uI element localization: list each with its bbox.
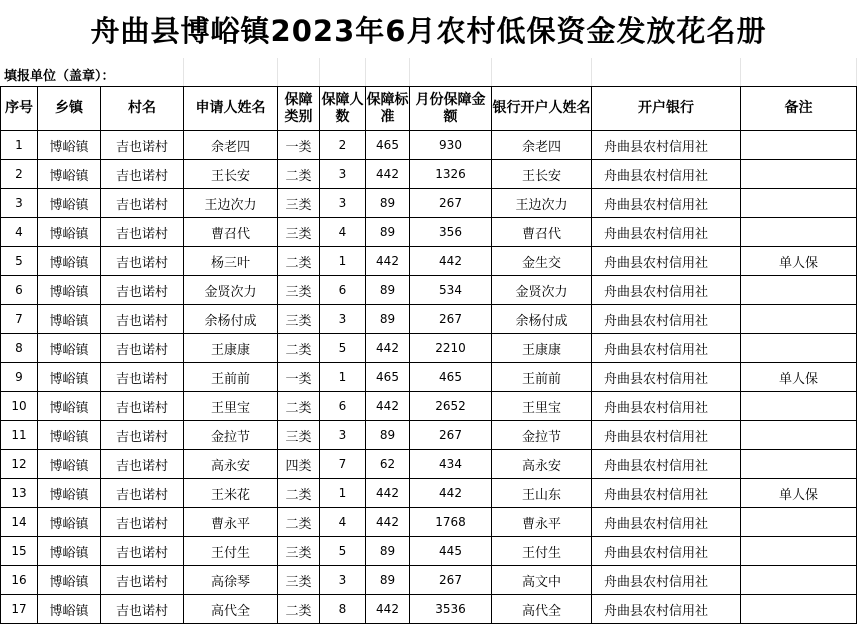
cell-standard: 62 <box>366 450 410 479</box>
cell-town: 博峪镇 <box>38 131 101 160</box>
table-row <box>1 392 857 421</box>
cell-standard: 442 <box>366 334 410 363</box>
cell-amount: 267 <box>410 566 492 595</box>
col-header-standard: 保障标准 <box>366 87 410 131</box>
cell-category: 四类 <box>278 450 320 479</box>
cell-applicant: 金贤次力 <box>184 276 278 305</box>
cell-category: 二类 <box>278 508 320 537</box>
cell-account-holder: 王康康 <box>492 334 592 363</box>
cell-account-holder: 余杨付成 <box>492 305 592 334</box>
cell-town: 博峪镇 <box>38 450 101 479</box>
cell-remark: 单人保 <box>741 479 857 508</box>
table-row <box>1 305 857 334</box>
table-row <box>1 479 857 508</box>
cell-remark <box>741 508 857 537</box>
cell-remark <box>741 566 857 595</box>
cell-category: 二类 <box>278 334 320 363</box>
cell-bank: 舟曲县农村信用社 <box>592 247 741 276</box>
table-row <box>1 276 857 305</box>
cell-applicant: 高永安 <box>184 450 278 479</box>
cell-remark: 单人保 <box>741 363 857 392</box>
cell-applicant: 王前前 <box>184 363 278 392</box>
table-row <box>1 218 857 247</box>
cell-applicant: 高代全 <box>184 595 278 624</box>
cell-index: 3 <box>1 189 38 218</box>
cell-account-holder: 高文中 <box>492 566 592 595</box>
cell-village: 吉也诺村 <box>101 479 184 508</box>
cell-village: 吉也诺村 <box>101 305 184 334</box>
col-header-applicant: 申请人姓名 <box>184 87 278 131</box>
cell-applicant: 杨三叶 <box>184 247 278 276</box>
col-header-town: 乡镇 <box>38 87 101 131</box>
cell-persons: 3 <box>320 189 366 218</box>
cell-category: 三类 <box>278 218 320 247</box>
cell-standard: 465 <box>366 363 410 392</box>
table-row <box>1 160 857 189</box>
cell-remark <box>741 537 857 566</box>
cell-amount: 442 <box>410 479 492 508</box>
cell-amount: 534 <box>410 276 492 305</box>
cell-standard: 442 <box>366 247 410 276</box>
cell-index: 6 <box>1 276 38 305</box>
cell-persons: 3 <box>320 160 366 189</box>
cell-applicant: 高徐琴 <box>184 566 278 595</box>
cell-standard: 89 <box>366 537 410 566</box>
table-row <box>1 508 857 537</box>
table-body <box>1 131 857 624</box>
cell-account-holder: 曹召代 <box>492 218 592 247</box>
cell-village: 吉也诺村 <box>101 276 184 305</box>
cell-persons: 1 <box>320 479 366 508</box>
page-title: 舟曲县博峪镇2023年6月农村低保资金发放花名册 <box>90 13 767 48</box>
cell-account-holder: 王长安 <box>492 160 592 189</box>
cell-town: 博峪镇 <box>38 189 101 218</box>
cell-village: 吉也诺村 <box>101 334 184 363</box>
cell-category: 三类 <box>278 537 320 566</box>
cell-amount: 442 <box>410 247 492 276</box>
cell-bank: 舟曲县农村信用社 <box>592 566 741 595</box>
cell-applicant: 曹召代 <box>184 218 278 247</box>
cell-applicant: 王边次力 <box>184 189 278 218</box>
cell-category: 一类 <box>278 363 320 392</box>
cell-village: 吉也诺村 <box>101 131 184 160</box>
cell-amount: 267 <box>410 421 492 450</box>
cell-bank: 舟曲县农村信用社 <box>592 421 741 450</box>
cell-persons: 4 <box>320 508 366 537</box>
cell-town: 博峪镇 <box>38 421 101 450</box>
cell-category: 三类 <box>278 566 320 595</box>
cell-bank: 舟曲县农村信用社 <box>592 479 741 508</box>
cell-category: 二类 <box>278 479 320 508</box>
cell-index: 9 <box>1 363 38 392</box>
cell-town: 博峪镇 <box>38 160 101 189</box>
cell-index: 10 <box>1 392 38 421</box>
cell-town: 博峪镇 <box>38 566 101 595</box>
cell-remark <box>741 450 857 479</box>
cell-standard: 89 <box>366 421 410 450</box>
table-row <box>1 131 857 160</box>
cell-persons: 5 <box>320 334 366 363</box>
cell-category: 三类 <box>278 189 320 218</box>
cell-standard: 442 <box>366 508 410 537</box>
cell-persons: 6 <box>320 276 366 305</box>
cell-persons: 6 <box>320 392 366 421</box>
cell-amount: 356 <box>410 218 492 247</box>
cell-account-holder: 王前前 <box>492 363 592 392</box>
cell-amount: 445 <box>410 537 492 566</box>
cell-remark <box>741 189 857 218</box>
col-header-category: 保障类别 <box>278 87 320 131</box>
cell-category: 三类 <box>278 276 320 305</box>
cell-bank: 舟曲县农村信用社 <box>592 160 741 189</box>
cell-standard: 442 <box>366 392 410 421</box>
cell-standard: 89 <box>366 276 410 305</box>
cell-category: 一类 <box>278 131 320 160</box>
cell-index: 2 <box>1 160 38 189</box>
cell-standard: 89 <box>366 218 410 247</box>
cell-village: 吉也诺村 <box>101 508 184 537</box>
cell-bank: 舟曲县农村信用社 <box>592 450 741 479</box>
cell-standard: 442 <box>366 160 410 189</box>
cell-town: 博峪镇 <box>38 305 101 334</box>
cell-persons: 3 <box>320 566 366 595</box>
cell-index: 14 <box>1 508 38 537</box>
cell-bank: 舟曲县农村信用社 <box>592 537 741 566</box>
cell-standard: 442 <box>366 479 410 508</box>
cell-index: 15 <box>1 537 38 566</box>
cell-remark <box>741 160 857 189</box>
sheet-gridlines <box>0 58 857 86</box>
cell-bank: 舟曲县农村信用社 <box>592 508 741 537</box>
cell-town: 博峪镇 <box>38 479 101 508</box>
cell-remark <box>741 421 857 450</box>
cell-bank: 舟曲县农村信用社 <box>592 131 741 160</box>
cell-applicant: 王付生 <box>184 537 278 566</box>
cell-town: 博峪镇 <box>38 595 101 624</box>
cell-bank: 舟曲县农村信用社 <box>592 595 741 624</box>
cell-persons: 3 <box>320 421 366 450</box>
cell-standard: 465 <box>366 131 410 160</box>
cell-index: 4 <box>1 218 38 247</box>
table-row <box>1 595 857 624</box>
cell-village: 吉也诺村 <box>101 247 184 276</box>
cell-index: 16 <box>1 566 38 595</box>
cell-village: 吉也诺村 <box>101 595 184 624</box>
cell-index: 13 <box>1 479 38 508</box>
cell-village: 吉也诺村 <box>101 160 184 189</box>
cell-town: 博峪镇 <box>38 363 101 392</box>
cell-standard: 89 <box>366 189 410 218</box>
col-header-account-holder: 银行开户人姓名 <box>492 87 592 131</box>
cell-bank: 舟曲县农村信用社 <box>592 218 741 247</box>
table-row <box>1 334 857 363</box>
cell-persons: 4 <box>320 218 366 247</box>
cell-remark <box>741 334 857 363</box>
col-header-index: 序号 <box>1 87 38 131</box>
cell-town: 博峪镇 <box>38 276 101 305</box>
cell-applicant: 曹永平 <box>184 508 278 537</box>
cell-persons: 1 <box>320 247 366 276</box>
cell-remark <box>741 305 857 334</box>
col-header-persons: 保障人数 <box>320 87 366 131</box>
cell-remark <box>741 276 857 305</box>
cell-account-holder: 余老四 <box>492 131 592 160</box>
cell-standard: 89 <box>366 566 410 595</box>
cell-bank: 舟曲县农村信用社 <box>592 189 741 218</box>
cell-index: 11 <box>1 421 38 450</box>
cell-town: 博峪镇 <box>38 537 101 566</box>
cell-town: 博峪镇 <box>38 392 101 421</box>
cell-village: 吉也诺村 <box>101 566 184 595</box>
cell-category: 三类 <box>278 305 320 334</box>
cell-applicant: 余杨付成 <box>184 305 278 334</box>
table-row <box>1 537 857 566</box>
cell-account-holder: 高永安 <box>492 450 592 479</box>
cell-bank: 舟曲县农村信用社 <box>592 305 741 334</box>
cell-category: 三类 <box>278 421 320 450</box>
cell-amount: 465 <box>410 363 492 392</box>
table-row <box>1 421 857 450</box>
cell-index: 12 <box>1 450 38 479</box>
cell-persons: 5 <box>320 537 366 566</box>
cell-remark <box>741 218 857 247</box>
cell-town: 博峪镇 <box>38 218 101 247</box>
cell-village: 吉也诺村 <box>101 218 184 247</box>
cell-town: 博峪镇 <box>38 508 101 537</box>
cell-town: 博峪镇 <box>38 247 101 276</box>
cell-account-holder: 高代全 <box>492 595 592 624</box>
cell-amount: 930 <box>410 131 492 160</box>
table-row <box>1 566 857 595</box>
cell-applicant: 王康康 <box>184 334 278 363</box>
cell-standard: 89 <box>366 305 410 334</box>
cell-amount: 1326 <box>410 160 492 189</box>
cell-village: 吉也诺村 <box>101 189 184 218</box>
cell-persons: 8 <box>320 595 366 624</box>
cell-remark <box>741 131 857 160</box>
cell-index: 7 <box>1 305 38 334</box>
cell-category: 二类 <box>278 160 320 189</box>
cell-account-holder: 金生交 <box>492 247 592 276</box>
col-header-village: 村名 <box>101 87 184 131</box>
cell-amount: 267 <box>410 189 492 218</box>
allowance-table <box>0 86 857 624</box>
cell-account-holder: 王里宝 <box>492 392 592 421</box>
cell-applicant: 王米花 <box>184 479 278 508</box>
cell-village: 吉也诺村 <box>101 363 184 392</box>
cell-account-holder: 王山东 <box>492 479 592 508</box>
cell-remark <box>741 595 857 624</box>
table-row <box>1 189 857 218</box>
cell-category: 二类 <box>278 247 320 276</box>
cell-index: 17 <box>1 595 38 624</box>
col-header-remark: 备注 <box>741 87 857 131</box>
cell-persons: 2 <box>320 131 366 160</box>
cell-index: 8 <box>1 334 38 363</box>
cell-village: 吉也诺村 <box>101 392 184 421</box>
cell-bank: 舟曲县农村信用社 <box>592 276 741 305</box>
cell-persons: 1 <box>320 363 366 392</box>
cell-account-holder: 王边次力 <box>492 189 592 218</box>
cell-index: 1 <box>1 131 38 160</box>
cell-amount: 2210 <box>410 334 492 363</box>
cell-amount: 267 <box>410 305 492 334</box>
table-row <box>1 450 857 479</box>
cell-bank: 舟曲县农村信用社 <box>592 363 741 392</box>
cell-village: 吉也诺村 <box>101 450 184 479</box>
cell-standard: 442 <box>366 595 410 624</box>
cell-applicant: 王长安 <box>184 160 278 189</box>
cell-amount: 2652 <box>410 392 492 421</box>
header-row <box>1 87 857 131</box>
cell-applicant: 王里宝 <box>184 392 278 421</box>
cell-town: 博峪镇 <box>38 334 101 363</box>
cell-remark: 单人保 <box>741 247 857 276</box>
cell-bank: 舟曲县农村信用社 <box>592 392 741 421</box>
cell-account-holder: 王付生 <box>492 537 592 566</box>
col-header-amount: 月份保障金额 <box>410 87 492 131</box>
cell-amount: 434 <box>410 450 492 479</box>
cell-account-holder: 曹永平 <box>492 508 592 537</box>
cell-persons: 3 <box>320 305 366 334</box>
cell-applicant: 余老四 <box>184 131 278 160</box>
cell-applicant: 金拉节 <box>184 421 278 450</box>
cell-village: 吉也诺村 <box>101 537 184 566</box>
cell-account-holder: 金贤次力 <box>492 276 592 305</box>
cell-account-holder: 金拉节 <box>492 421 592 450</box>
table-row <box>1 247 857 276</box>
cell-bank: 舟曲县农村信用社 <box>592 334 741 363</box>
cell-index: 5 <box>1 247 38 276</box>
cell-category: 二类 <box>278 392 320 421</box>
cell-amount: 3536 <box>410 595 492 624</box>
cell-persons: 7 <box>320 450 366 479</box>
cell-village: 吉也诺村 <box>101 421 184 450</box>
fill-unit-label: 填报单位（盖章）： <box>4 69 115 84</box>
cell-remark <box>741 392 857 421</box>
table-row <box>1 363 857 392</box>
cell-category: 二类 <box>278 595 320 624</box>
cell-amount: 1768 <box>410 508 492 537</box>
col-header-bank: 开户银行 <box>592 87 741 131</box>
